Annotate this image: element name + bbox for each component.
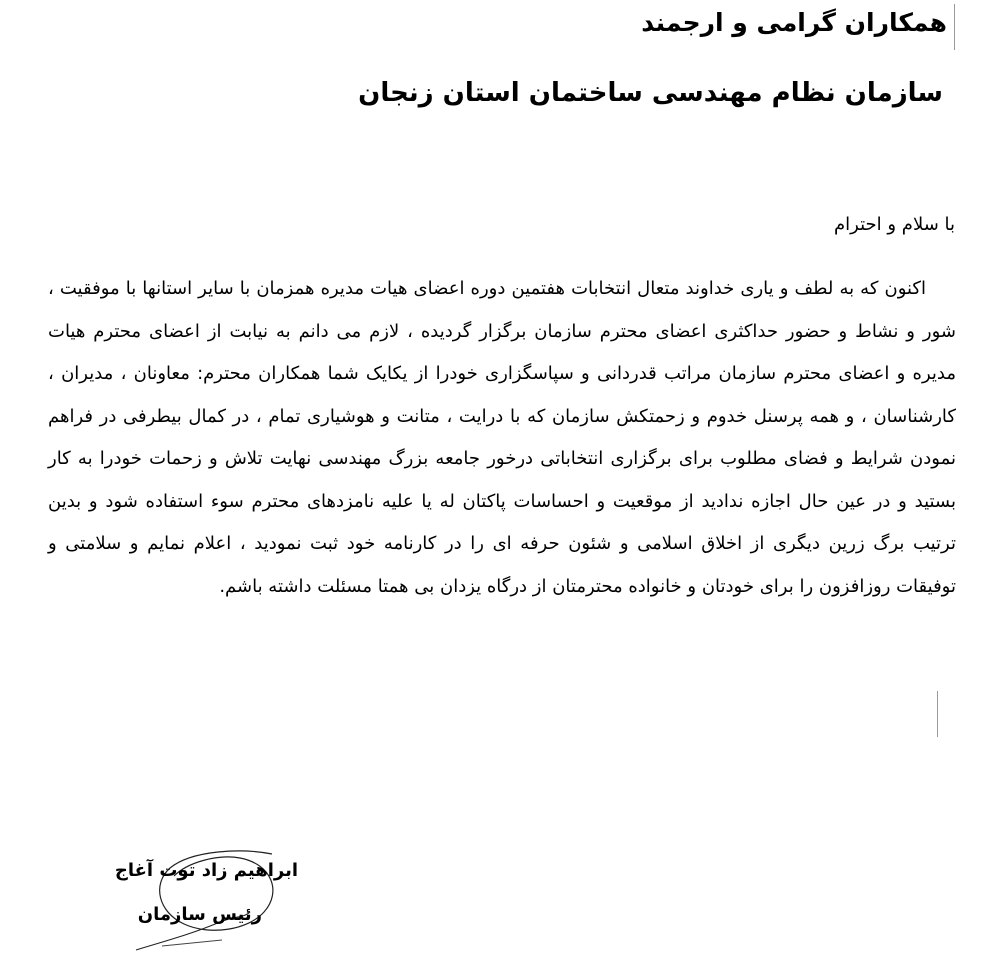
body-paragraph: اکنون که به لطف و یاری خداوند متعال انتخابات هفتمین دوره اعضای هیات مدیره همزمان با سایر استانها با موفقیت ، شور و نشاط و حضور حداکثری اعضای محترم سازمان برگزار گردیده ، لازم می دانم به نیابت از اعضای محترم هیات مدیره و اعضای محترم سازمان مراتب قدردانی و سپاسگزاری خودرا از یکایک شما همکاران محترم: معاونان ، مدیران ، کارشناسان ، و همه پرسنل خدوم و زحمتکش سازمان که با درایت ، متانت و هوشیاری تمام ، در کمال بیطرفی در فراهم نمودن شرایط و فضای مطلوب برای برگزاری انتخاباتی درخور جامعه بزرگ مهندسی نهایت تلاش و زحمات خودرا به کار بستید و در عین حال اجازه ندادید از موقعیت و احساسات پاکتان له یا علیه نامزدهای محترم سوء استفاده شود و بدین ترتیب برگ زرین دیگری از اخلاق اسلامی و شئون حرفه ای را در کارنامه خود ثبت نمودید ، اعلام نمایم و سلامتی و توفیقات روزافزون را برای خودتان و خانواده محترمتان از درگاه یزدان بی همتا مسئلت داشته باشم.: [48, 278, 956, 597]
text-cursor-bar: [937, 691, 938, 737]
signer-title: رئیس سازمان: [137, 904, 262, 925]
signer-name: ابراهیم زاد توت آغاج: [114, 860, 298, 881]
text-cursor-bar: [954, 4, 955, 50]
salutation-heading: همکاران گرامی و ارجمند: [641, 8, 947, 37]
organization-heading: سازمان نظام مهندسی ساختمان استان زنجان: [358, 78, 943, 108]
letter-body: [48, 268, 956, 608]
greeting-line: با سلام و احترام: [834, 214, 955, 235]
signature-block: [114, 846, 302, 958]
